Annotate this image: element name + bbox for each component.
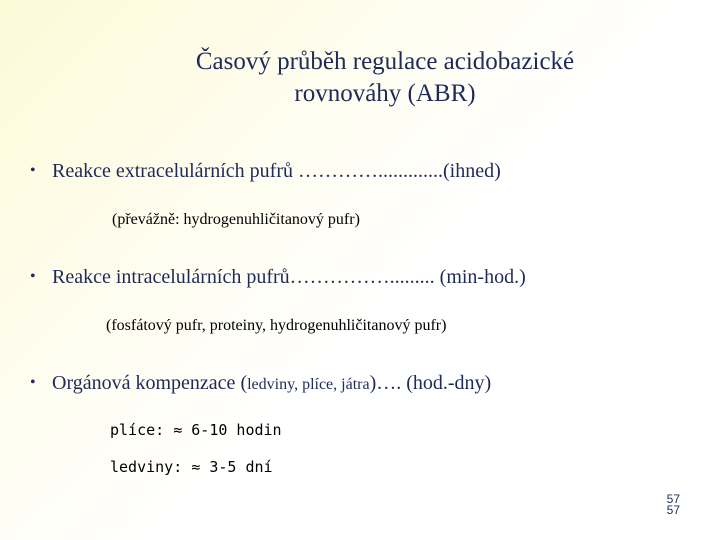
bullet-text-lead: Orgánová kompenzace ( bbox=[52, 372, 248, 394]
bullet-icon: • bbox=[30, 374, 36, 391]
sub-kidneys: ledviny: ≈ 3-5 dní bbox=[110, 458, 273, 476]
title-line-2: rovnováhy (ABR) bbox=[294, 80, 476, 107]
bullet-icon: • bbox=[30, 162, 36, 179]
bullet-text: Reakce extracelulárních pufrů ………….............(ihned) bbox=[52, 160, 501, 182]
page-number-2: 57 bbox=[666, 503, 680, 517]
bullet-organ bbox=[30, 370, 491, 398]
sub-lungs: plíce: ≈ 6-10 hodin bbox=[110, 421, 282, 439]
bullet-intracellular bbox=[30, 264, 526, 292]
sub-intracellular: (fosfátový pufr, proteiny, hydrogenuhličitanový pufr) bbox=[106, 317, 447, 334]
slide-title bbox=[120, 46, 650, 110]
title-line-1: Časový průběh regulace acidobazické bbox=[195, 48, 575, 75]
page-number bbox=[650, 494, 680, 516]
bullet-text-organs: ledviny, plíce, játra bbox=[247, 376, 370, 393]
bullet-extracellular bbox=[30, 158, 501, 186]
page-number-1: 57 bbox=[666, 492, 680, 506]
bullet-text: Reakce intracelulárních pufrů……………......... (min-hod.) bbox=[52, 266, 526, 288]
bullet-icon: • bbox=[30, 268, 36, 285]
bullet-text-tail: )…. (hod.-dny) bbox=[369, 372, 492, 394]
sub-extracellular: (převážně: hydrogenuhličitanový pufr) bbox=[112, 211, 360, 228]
